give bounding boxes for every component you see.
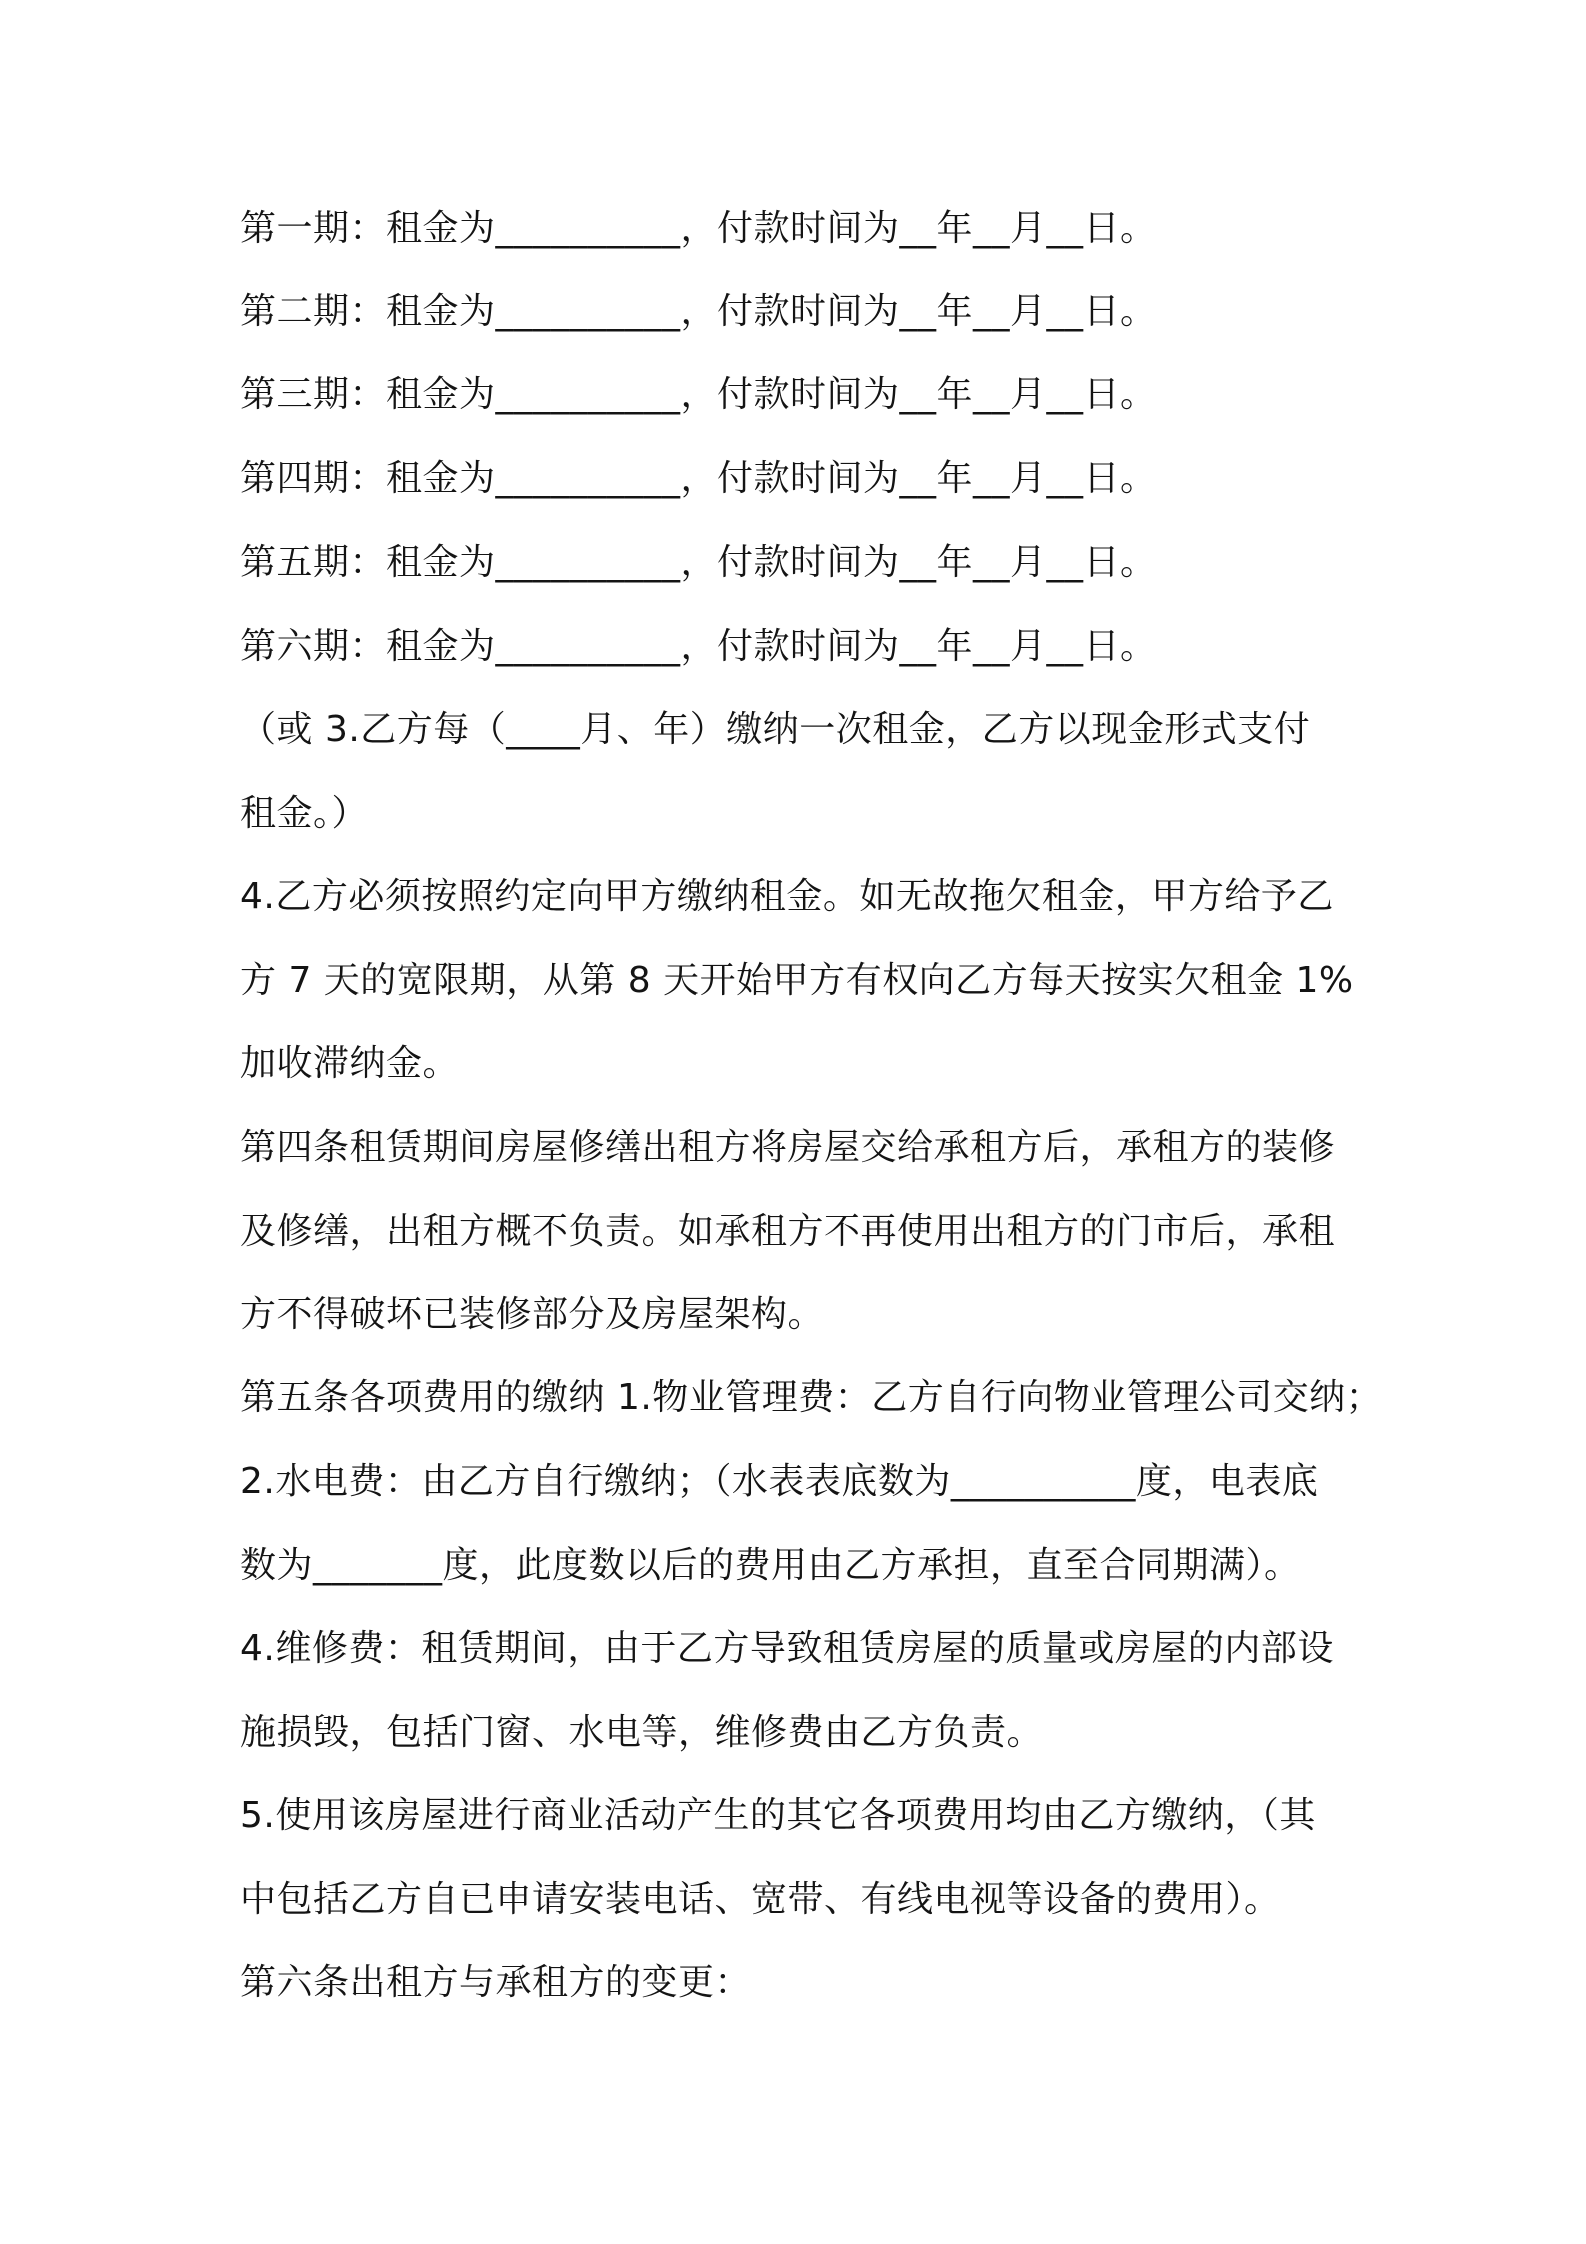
other-fees-line-1: 5.使用该房屋进行商业活动产生的其它各项费用均由乙方缴纳，（其 bbox=[240, 1795, 1316, 1836]
article-4-line-2: 及修缮，出租方概不负责。如承租方不再使用出租方的门市后，承租 bbox=[240, 1211, 1336, 1252]
article-4-line-1: 第四条租赁期间房屋修缮出租方将房屋交给承租方后，承租方的装修 bbox=[240, 1127, 1336, 1168]
repair-fee-line-2: 施损毁，包括门窗、水电等，维修费由乙方负责。 bbox=[240, 1712, 1044, 1753]
rent-period-4-line: 第四期：租金为__________，付款时间为__年__月__日。 bbox=[240, 458, 1157, 499]
other-fees-line-2: 中包括乙方自已申请安装电话、宽带、有线电视等设备的费用）。 bbox=[240, 1879, 1281, 1920]
clause-3-alt-line-2: 租金。） bbox=[240, 793, 369, 834]
article-5-line-3: 数为_______度，此度数以后的费用由乙方承担，直至合同期满）。 bbox=[240, 1545, 1301, 1586]
rent-period-1-line: 第一期：租金为__________，付款时间为__年__月__日。 bbox=[240, 208, 1157, 249]
clause-4-line-2: 方 7 天的宽限期，从第 8 天开始甲方有权向乙方每天按实欠租金 1% bbox=[240, 960, 1354, 1001]
rent-period-2-line: 第二期：租金为__________，付款时间为__年__月__日。 bbox=[240, 291, 1157, 332]
article-6-heading: 第六条出租方与承租方的变更： bbox=[240, 1962, 752, 2003]
clause-4-line-3: 加收滞纳金。 bbox=[240, 1043, 460, 1084]
article-5-line-2: 2.水电费：由乙方自行缴纳；（水表表底数为__________度，电表底 bbox=[240, 1461, 1319, 1502]
repair-fee-line-1: 4.维修费：租赁期间，由于乙方导致租赁房屋的质量或房屋的内部设 bbox=[240, 1628, 1334, 1669]
article-4-line-3: 方不得破坏已装修部分及房屋架构。 bbox=[240, 1294, 825, 1335]
rent-period-5-line: 第五期：租金为__________，付款时间为__年__月__日。 bbox=[240, 542, 1157, 583]
article-5-line-1: 第五条各项费用的缴纳 1.物业管理费：乙方自行向物业管理公司交纳； bbox=[240, 1377, 1383, 1418]
clause-4-line-1: 4.乙方必须按照约定向甲方缴纳租金。如无故拖欠租金，甲方给予乙 bbox=[240, 876, 1334, 917]
clause-3-alt-line-1: （或 3.乙方每（____月、年）缴纳一次租金，乙方以现金形式支付 bbox=[240, 709, 1311, 750]
rent-period-3-line: 第三期：租金为__________，付款时间为__年__月__日。 bbox=[240, 374, 1157, 415]
rent-period-6-line: 第六期：租金为__________，付款时间为__年__月__日。 bbox=[240, 626, 1157, 667]
